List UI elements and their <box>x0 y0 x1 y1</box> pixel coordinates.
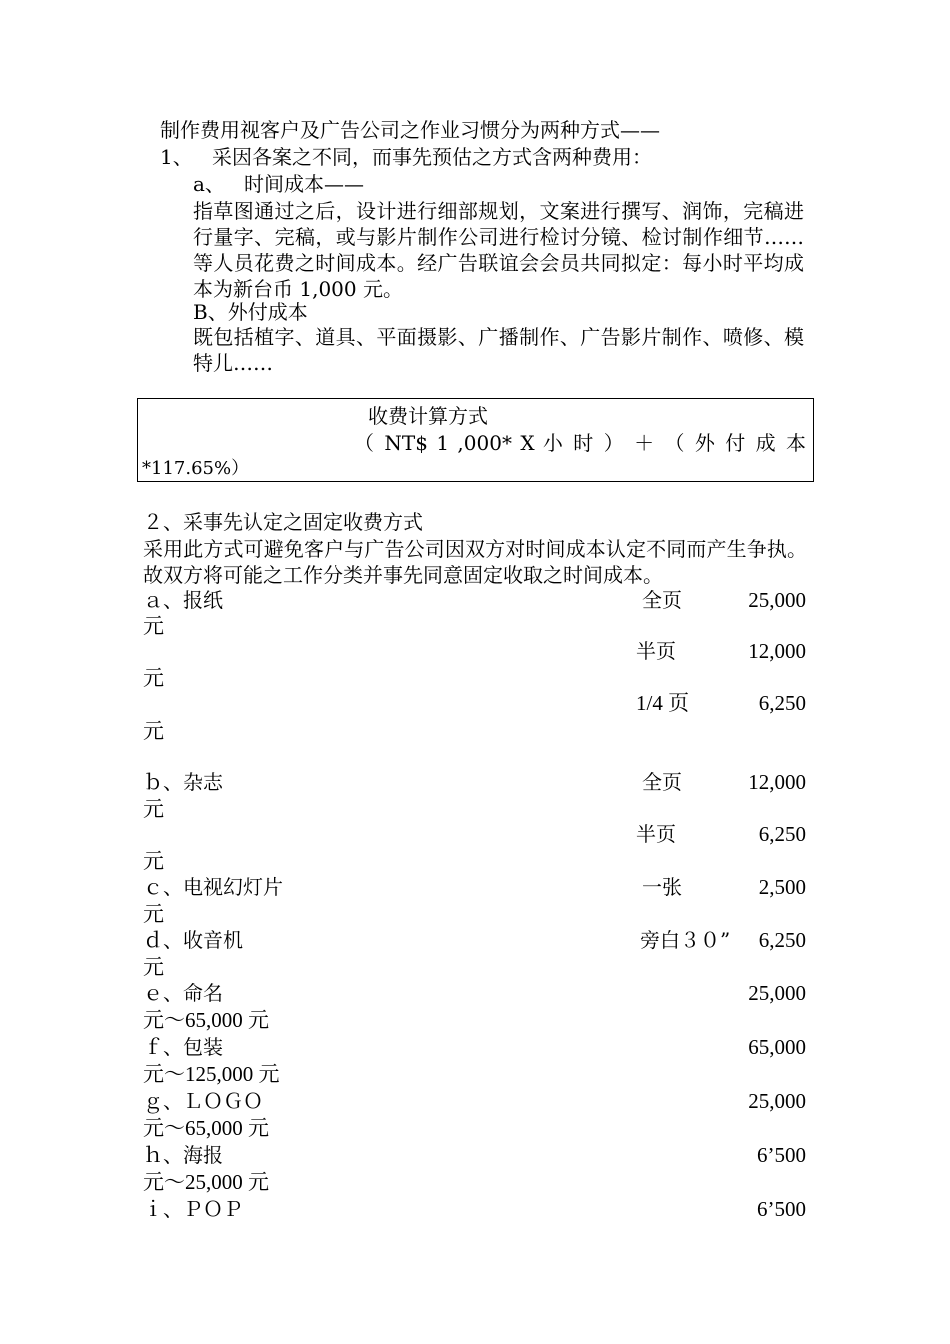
formula-title: 收费计算方式 <box>368 404 488 428</box>
fee-item: ａ、报纸 <box>143 588 223 612</box>
fee-price: 6,250 <box>758 822 806 846</box>
fee-tail: 元 <box>143 797 164 821</box>
fee-unit: 全页 <box>642 770 682 794</box>
fee-item: ｈ、海报 <box>143 1143 223 1167</box>
fee-price: 25,000 <box>748 981 806 1005</box>
fee-unit: 全页 <box>642 588 682 612</box>
fee-tail: 元～65,000 元 <box>143 1116 269 1140</box>
fee-item: ｆ、包装 <box>143 1035 223 1059</box>
fee-item: ｄ、收音机 <box>143 928 243 952</box>
fee-unit: 1/4 页 <box>636 691 690 715</box>
fee-tail: 元～125,000 元 <box>143 1062 280 1086</box>
fee-tail: 元 <box>143 614 164 638</box>
item1-number: 1、 <box>160 145 193 169</box>
section2-body: 采用此方式可避免客户与广告公司因双方对时间成本认定不同而产生争执。故双方将可能之工作分类并事先同意固定收取之时间成本。 <box>143 537 807 587</box>
fee-price: 25,000 <box>748 588 806 612</box>
fee-price: 12,000 <box>748 770 806 794</box>
fee-item: ｃ、电视幻灯片 <box>143 875 283 899</box>
section2-heading: ２、采事先认定之固定收费方式 <box>143 510 423 534</box>
sub-b-title: B、外付成本 <box>193 300 308 324</box>
fee-tail: 元～25,000 元 <box>143 1170 269 1194</box>
fee-item: ｅ、命名 <box>143 981 223 1005</box>
fee-tail: 元 <box>143 955 164 979</box>
formula-line2: *117.65%） <box>142 458 250 479</box>
fee-unit: 半页 <box>636 639 676 663</box>
sub-a-label: a、 <box>193 172 225 196</box>
fee-item: ｇ、ＬＯＧＯ <box>143 1089 263 1113</box>
fee-price: 6’500 <box>757 1143 806 1167</box>
fee-price: 65,000 <box>748 1035 806 1059</box>
fee-item: ｂ、杂志 <box>143 770 223 794</box>
item1-text: 采因各案之不同，而事先预估之方式含两种费用： <box>212 145 652 169</box>
formula-line1: （ NT$ 1 ,000* X 小 时 ） ＋ （ 外 付 成 本 <box>354 431 806 455</box>
intro-heading: 制作费用视客户及广告公司之作业习惯分为两种方式—— <box>160 118 660 142</box>
fee-tail: 元 <box>143 849 164 873</box>
fee-item: ｉ、ＰＯＰ <box>143 1197 243 1221</box>
sub-a-title: 时间成本—— <box>244 172 364 196</box>
fee-tail: 元～65,000 元 <box>143 1008 269 1032</box>
sub-b-body: 既包括植字、道具、平面摄影、广播制作、广告影片制作、喷修、模特儿…… <box>193 325 804 375</box>
fee-price: 2,500 <box>758 875 806 899</box>
fee-unit: 旁白３０” <box>640 928 731 952</box>
fee-tail: 元 <box>143 666 164 690</box>
fee-price: 25,000 <box>748 1089 806 1113</box>
fee-price: 6,250 <box>758 928 806 952</box>
fee-unit: 一张 <box>642 875 682 899</box>
fee-price: 6,250 <box>758 691 806 715</box>
sub-a-body: 指草图通过之后，设计进行细部规划，文案进行撰写、润饰，完稿进行量字、完稿，或与影片制作公司进行检讨分镜、检讨制作细节……等人员花费之时间成本。经广告联谊会会员共同拟定：每小时平均成本为新台币 1,000 元。 <box>193 199 804 301</box>
fee-price: 12,000 <box>748 639 806 663</box>
fee-unit: 半页 <box>636 822 676 846</box>
fee-tail: 元 <box>143 902 164 926</box>
fee-tail: 元 <box>143 719 164 743</box>
fee-price: 6’500 <box>757 1197 806 1221</box>
